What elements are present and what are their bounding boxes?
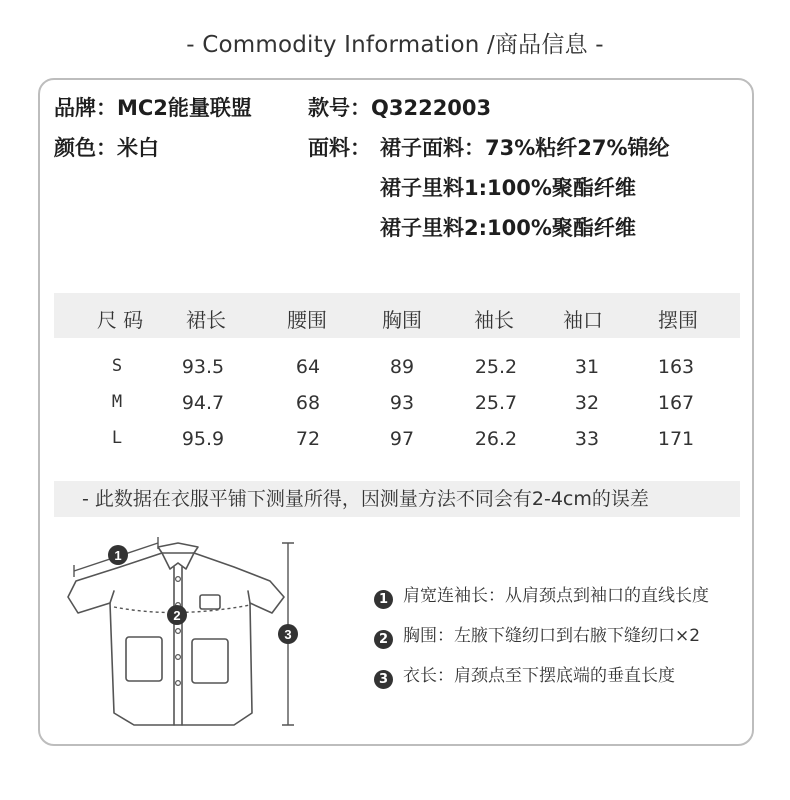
header-cell: 腰围 <box>287 308 327 332</box>
table-cell: 72 <box>295 428 321 450</box>
marker-1-label: 1 <box>114 548 122 563</box>
table-cell: S <box>111 356 123 376</box>
size-table <box>54 293 740 458</box>
legend-item <box>374 581 744 609</box>
button <box>176 629 181 634</box>
table-cell: 97 <box>389 428 415 450</box>
legend-number-1: 1 <box>374 590 393 609</box>
legend-text: 胸围：左腋下缝纫口到右腋下缝纫口×2 <box>403 626 701 646</box>
header-cell: 胸围 <box>382 308 422 332</box>
color-value: 米白 <box>117 136 159 160</box>
header-cell: 裙长 <box>186 308 226 332</box>
header-cell: 摆围 <box>658 308 698 332</box>
brand-value: MC2能量联盟 <box>117 96 252 120</box>
style-label: 款号： <box>308 96 371 120</box>
sleeve-line <box>248 591 250 603</box>
header-cell: 尺 码 <box>96 308 144 332</box>
table-row <box>54 422 740 458</box>
table-header <box>54 293 740 338</box>
table-cell: 171 <box>657 428 695 450</box>
brand-label: 品牌： <box>54 96 117 120</box>
marker-3-label: 3 <box>284 627 292 642</box>
table-row <box>54 350 740 386</box>
table-cell: 25.2 <box>474 356 518 378</box>
header-cell: 袖口 <box>563 308 603 332</box>
legend-item <box>374 661 744 689</box>
table-cell: 31 <box>574 356 600 378</box>
table-cell: 25.7 <box>474 392 518 414</box>
table-cell: 167 <box>657 392 695 414</box>
table-row <box>54 386 740 422</box>
table-cell: L <box>111 428 123 448</box>
button <box>176 655 181 660</box>
fabric-line: 裙子里料2:100%聚酯纤维 <box>380 216 636 240</box>
style-row <box>308 92 491 122</box>
measurement-note: - 此数据在衣服平铺下测量所得，因测量方法不同会有2-4cm的误差 <box>54 481 740 517</box>
fabric-line: 裙子面料：73%粘纤27%锦纶 <box>380 136 670 160</box>
table-cell: 163 <box>657 356 695 378</box>
table-cell: 64 <box>295 356 321 378</box>
fabric-line: 裙子里料1:100%聚酯纤维 <box>380 176 636 200</box>
chest-pocket <box>200 595 220 609</box>
page-title: - Commodity Information /商品信息 - <box>186 32 604 58</box>
legend-number-3: 3 <box>374 670 393 689</box>
right-pocket <box>192 639 228 683</box>
header-cell: 袖长 <box>474 308 514 332</box>
table-cell: 26.2 <box>474 428 518 450</box>
legend-text: 衣长：肩颈点至下摆底端的垂直长度 <box>403 666 675 686</box>
collar <box>162 553 194 569</box>
color-row <box>54 132 159 162</box>
legend-item <box>374 621 744 649</box>
style-value: Q3222003 <box>371 96 492 120</box>
table-cell: 32 <box>574 392 600 414</box>
table-cell: 33 <box>574 428 600 450</box>
button <box>176 681 181 686</box>
table-cell: 93 <box>389 392 415 414</box>
legend-text: 肩宽连袖长：从肩颈点到袖口的直线长度 <box>403 586 709 606</box>
table-cell: M <box>111 392 123 412</box>
table-cell: 95.9 <box>181 428 225 450</box>
coat-diagram <box>66 535 306 735</box>
table-cell: 94.7 <box>181 392 225 414</box>
marker-2-label: 2 <box>173 608 181 623</box>
table-cell: 68 <box>295 392 321 414</box>
fabric-label: 面料： <box>308 136 371 160</box>
sleeve-line <box>110 591 114 603</box>
table-cell: 93.5 <box>181 356 225 378</box>
table-cell: 89 <box>389 356 415 378</box>
legend-number-2: 2 <box>374 630 393 649</box>
brand-row <box>54 92 252 122</box>
left-pocket <box>126 637 162 681</box>
button <box>176 577 181 582</box>
color-label: 颜色： <box>54 136 117 160</box>
collar-band <box>158 543 198 553</box>
